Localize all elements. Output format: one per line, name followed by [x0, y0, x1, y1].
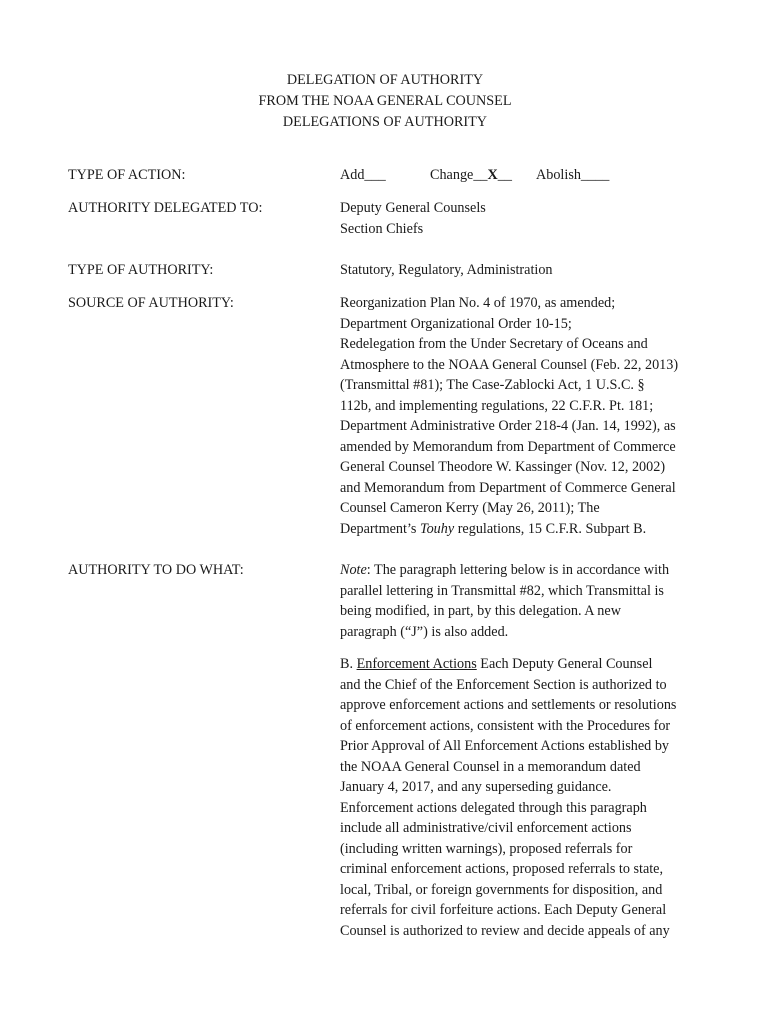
source-line-last: [340, 519, 712, 540]
source-line: General Counsel Theodore W. Kassinger (Nov. 12, 2002): [340, 459, 666, 475]
para-b-line: Enforcement actions delegated through this paragraph: [340, 799, 647, 816]
source-line: Redelegation from the Under Secretary of Oceans and: [340, 336, 648, 352]
para-b-line: January 4, 2017, and any superseding guidance.: [340, 779, 612, 795]
note-line: [340, 560, 712, 581]
document-header: [0, 70, 770, 133]
para-b-line: and the Chief of the Enforcement Section is authorized to: [340, 676, 667, 693]
header-title: DELEGATION OF AUTHORITY: [286, 72, 484, 88]
source-line: and Memorandum from Department of Commerce General: [340, 479, 676, 496]
para-b-line: referrals for civil forfeiture actions. Each Deputy General: [340, 902, 667, 918]
source-line: Department Administrative Order 218-4 (Jan. 14, 1992), as: [340, 418, 676, 434]
note-line: being modified, in part, by this delegation. A new: [340, 603, 621, 619]
note-paragraph: [340, 560, 712, 642]
authority-to-do-what-label: AUTHORITY TO DO WHAT:: [68, 562, 244, 578]
para-b-line: criminal enforcement actions, proposed referrals to state,: [340, 861, 664, 877]
authority-delegated-to-label: AUTHORITY DELEGATED TO:: [68, 200, 263, 216]
action-abolish: Abolish____: [536, 167, 610, 183]
source-last-suffix: regulations, 15 C.F.R. Subpart B.: [454, 520, 647, 537]
para-b-line: approve enforcement actions and settlements or resolutions: [340, 697, 677, 713]
note-line1-rest: : The paragraph lettering below is in accordance with: [366, 562, 670, 578]
source-line: amended by Memorandum from Department of Commerce: [340, 438, 676, 455]
para-b-line: [340, 654, 712, 675]
action-add: Add___: [340, 167, 386, 183]
note-label: Note: [340, 562, 367, 578]
authority-delegated-to-value: [340, 198, 712, 239]
header-subtitle: FROM THE NOAA GENERAL COUNSEL: [258, 93, 512, 109]
source-of-authority-value: [340, 293, 712, 539]
type-of-action-label: TYPE OF ACTION:: [68, 167, 186, 183]
para-b-line1-rest: Each Deputy General Counsel: [476, 656, 653, 672]
authority-to-do-what-value: [340, 560, 712, 941]
source-line: 112b, and implementing regulations, 22 C.F.R. Pt. 181;: [340, 397, 654, 414]
type-of-action-options: [340, 165, 712, 186]
para-b-line: Counsel is authorized to review and decide appeals of any: [340, 922, 670, 939]
note-line: paragraph (“J”) is also added.: [340, 623, 509, 640]
delegate-line: Section Chiefs: [340, 220, 424, 237]
source-line: (Transmittal #81); The Case-Zablocki Act, 1 U.S.C. §: [340, 377, 645, 393]
type-of-authority-value: Statutory, Regulatory, Administration: [340, 262, 553, 278]
para-b-line: the NOAA General Counsel in a memorandum dated: [340, 758, 641, 775]
para-b-prefix: B.: [340, 656, 357, 672]
note-line: parallel lettering in Transmittal #82, which Transmittal is: [340, 582, 664, 599]
source-line: Counsel Cameron Kerry (May 26, 2011); The: [340, 500, 600, 516]
action-change-mark: X: [487, 167, 498, 183]
para-b-line: local, Tribal, or foreign governments for disposition, and: [340, 881, 663, 898]
type-of-authority-label: TYPE OF AUTHORITY:: [68, 262, 214, 278]
touhy-italic: Touhy: [419, 520, 455, 537]
paragraph-b: [340, 654, 712, 941]
header-series: DELEGATIONS OF AUTHORITY: [282, 114, 488, 130]
enforcement-actions-heading: Enforcement Actions: [356, 656, 477, 672]
source-line: Department Organizational Order 10-15;: [340, 315, 572, 332]
source-line: Reorganization Plan No. 4 of 1970, as amended;: [340, 295, 616, 311]
source-line: Atmosphere to the NOAA General Counsel (Feb. 22, 2013): [340, 356, 679, 373]
para-b-line: include all administrative/civil enforcement actions: [340, 820, 632, 836]
source-of-authority-label: SOURCE OF AUTHORITY:: [68, 295, 234, 311]
source-last-prefix: Department’s: [340, 520, 420, 537]
delegate-line: Deputy General Counsels: [340, 200, 486, 216]
para-b-line: of enforcement actions, consistent with the Procedures for: [340, 717, 671, 734]
action-change: [430, 165, 512, 186]
para-b-line: (including written warnings), proposed referrals for: [340, 840, 633, 857]
action-change-suffix: __: [497, 167, 512, 183]
action-change-prefix: Change__: [430, 167, 488, 183]
para-b-line: Prior Approval of All Enforcement Actions established by: [340, 738, 670, 754]
